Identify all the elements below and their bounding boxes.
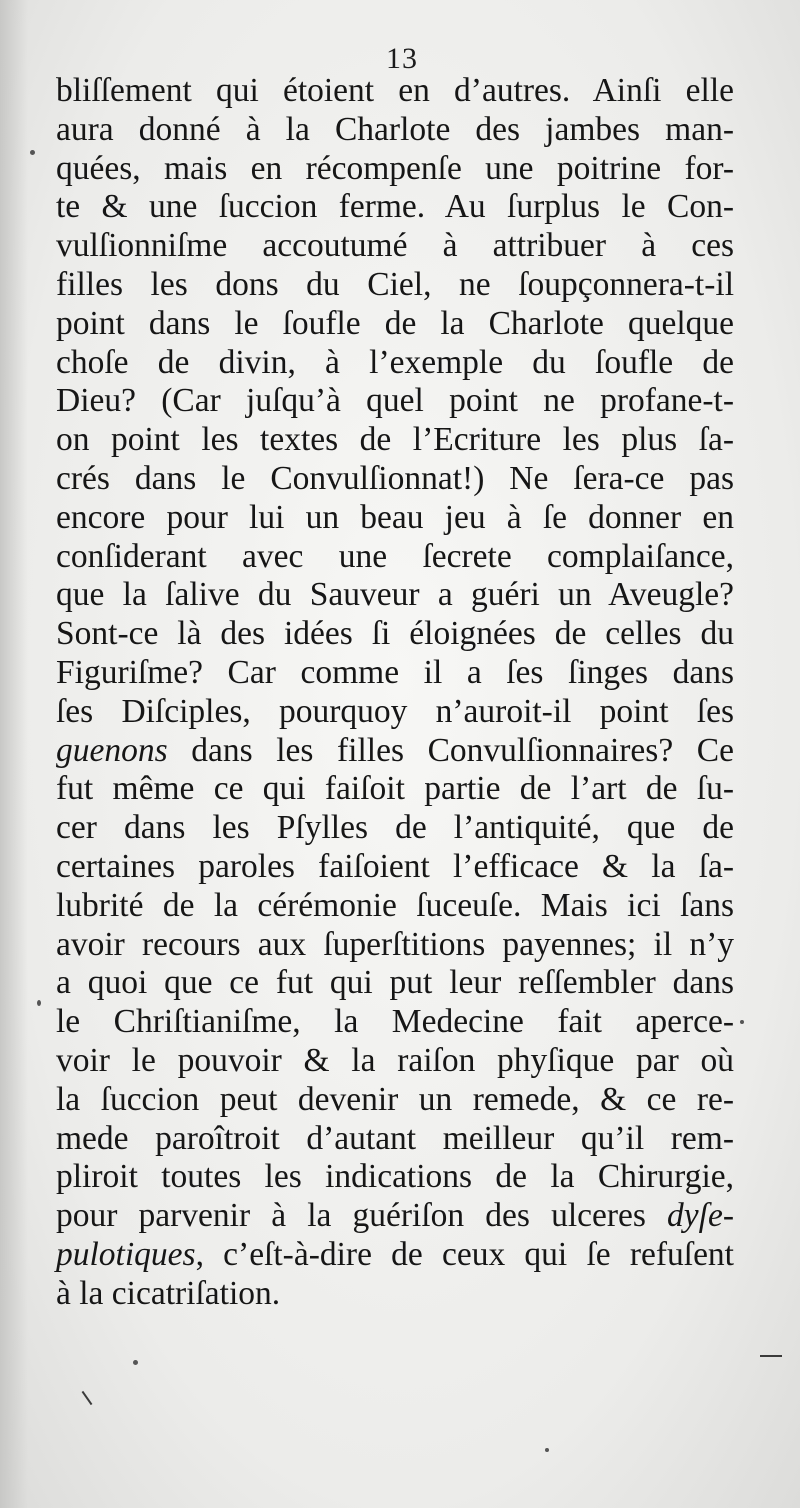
page-number: 13 [386, 42, 418, 75]
text-line: filles les dons du Ciel, ne ſoupçonnera-t-il [56, 265, 734, 303]
text-line: bliſſement qui étoient en d’autres. Ainſi elle [56, 72, 734, 109]
text-line: la ſuccion peut devenir un remede, & ce re- [56, 1080, 734, 1118]
margin-mark [82, 1391, 93, 1405]
italic-word: pulotiques [56, 1235, 196, 1273]
text-line: aura donné à la Charlote des jambes man- [56, 110, 734, 148]
text-line: certaines paroles faiſoient l’efficace & la ſa- [56, 847, 734, 885]
text-segment: , c’eſt-à-dire de ceux qui ſe refuſent [195, 1235, 734, 1273]
text-line: Dieu? (Car juſqu’à quel point ne profane-t- [56, 382, 734, 420]
text-line: choſe de divin, à l’exemple du ſoufle de [56, 343, 734, 381]
text-line: fut même ce qui faiſoit partie de l’art de ſu- [56, 770, 734, 808]
text-line: mede paroîtroit d’autant meilleur qu’il rem- [56, 1119, 734, 1157]
text-line: que la ſalive du Sauveur a guéri un Aveugle? [56, 576, 734, 614]
text-line: lubrité de la cérémonie ſuceuſe. Mais ici ſans [56, 886, 734, 924]
text-segment: dans les filles Convulſionnaires? Ce [191, 731, 734, 769]
ink-speck [37, 1000, 41, 1006]
text-line: conſiderant avec une ſecrete complaiſance, [56, 537, 734, 575]
page-gutter-shadow [0, 0, 28, 1508]
text-line: voir le pouvoir & la raiſon phyſique par où [56, 1041, 734, 1079]
text-line: vulſionniſme accoutumé à attribuer à ces [56, 227, 734, 265]
ink-speck [133, 1360, 138, 1365]
text-line: avoir recours aux ſuperſtitions payennes; il n’y [56, 925, 734, 963]
text-line: le Chriſtianiſme, la Medecine fait aperce- [56, 1003, 734, 1041]
text-line [56, 732, 734, 771]
text-line: Sont-ce là des idées ſi éloignées de celles du [56, 615, 734, 653]
text-line: à la cicatriſation. [56, 1274, 281, 1312]
ink-speck [30, 150, 35, 155]
text-line: crés dans le Convulſionnat!) Ne ſera-ce pas [56, 459, 734, 497]
italic-word: dyſe- [667, 1197, 734, 1235]
text-segment: pour parvenir à la guériſon des ulceres [56, 1197, 646, 1235]
text-line: ſes Diſciples, pourquoy n’auroit-il point ſes [56, 692, 734, 730]
body-text [56, 72, 734, 1314]
ink-speck [545, 1448, 549, 1452]
text-line: point dans le ſoufle de la Charlote quelque [56, 304, 734, 342]
margin-mark [760, 1355, 782, 1357]
text-line: cer dans les Pſylles de l’antiquité, que de [56, 809, 734, 847]
text-line: pliroit toutes les indications de la Chirurgie, [56, 1158, 734, 1196]
italic-word: guenons [56, 731, 168, 769]
text-line: Figuriſme? Car comme il a ſes ſinges dans [56, 653, 734, 691]
text-line: encore pour lui un beau jeu à ſe donner en [56, 498, 734, 536]
text-line: a quoi que ce fut qui put leur reſſembler dans [56, 964, 734, 1002]
ink-speck [740, 1020, 744, 1024]
text-line: on point les textes de l’Ecriture les plus ſa- [56, 421, 734, 459]
text-line: quées, mais en récompenſe une poitrine for- [56, 149, 734, 187]
text-line [56, 1197, 734, 1236]
text-line: te & une ſuccion ferme. Au ſurplus le Con- [56, 188, 734, 226]
text-line [56, 1236, 734, 1275]
